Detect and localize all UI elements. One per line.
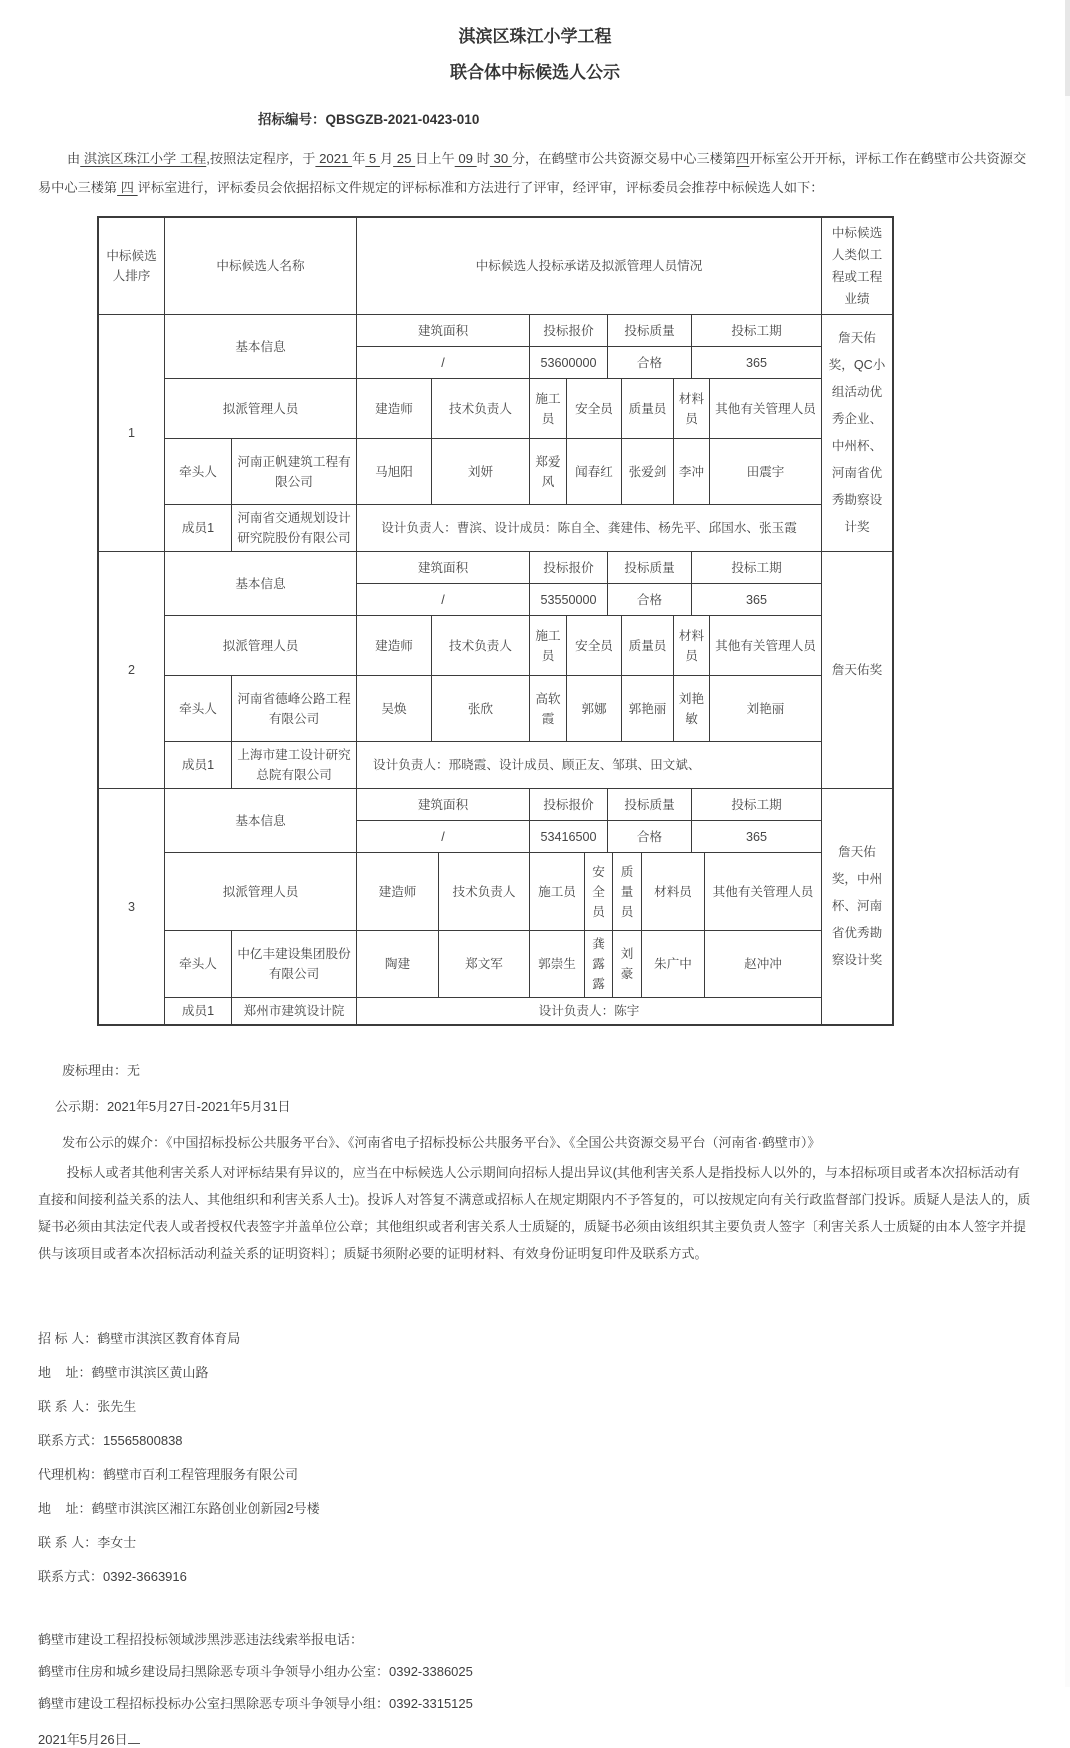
builder-label: 建造师 <box>357 853 439 931</box>
quality-officer-label: 质量员 <box>622 379 674 439</box>
member1-band <box>165 742 822 789</box>
header-performance: 中标候选人类似工程或工程业绩 <box>822 218 892 315</box>
material-name: 刘艳敏 <box>674 676 710 742</box>
bid-number-line <box>258 108 1032 128</box>
quality-officer-name: 刘豪 <box>613 931 642 998</box>
material-label: 材料员 <box>674 616 710 676</box>
safety-label: 安全员 <box>567 379 622 439</box>
basic-info-band <box>165 552 822 616</box>
member1-design-staff: 设计负责人：邢晓霞、设计成员、顾正友、邹琪、田文斌、 <box>357 742 822 789</box>
member1-band <box>165 505 822 552</box>
other-name: 田震宇 <box>710 439 822 505</box>
quality-officer-name: 张爱剑 <box>622 439 674 505</box>
builder-name: 陶建 <box>357 931 439 998</box>
candidate-body <box>165 552 822 789</box>
duration-value: 365 <box>692 347 822 379</box>
quality-officer-label: 质量员 <box>622 616 674 676</box>
other-name: 赵冲冲 <box>705 931 822 998</box>
material-label: 材料员 <box>674 379 710 439</box>
duration-value: 365 <box>692 584 822 616</box>
member1-label: 成员1 <box>165 742 232 789</box>
basic-info-band <box>165 315 822 379</box>
constructor-label: 施工员 <box>530 616 567 676</box>
lead-company: 河南正帆建筑工程有限公司 <box>232 439 357 505</box>
quality-value: 合格 <box>608 347 692 379</box>
other-name: 刘艳丽 <box>710 676 822 742</box>
other-label: 其他有关管理人员 <box>710 616 822 676</box>
tech-lead-name: 刘妍 <box>432 439 530 505</box>
lead-label: 牵头人 <box>165 439 232 505</box>
header-details: 中标候选人投标承诺及拟派管理人员情况 <box>357 218 822 315</box>
report-hotline-2: 鹤壁市建设工程招标投标办公室扫黑除恶专项斗争领导小组：0392-3315125 <box>38 1696 473 1711</box>
area-label: 建筑面积 <box>357 315 530 347</box>
tech-lead-label: 技术负责人 <box>439 853 530 931</box>
publicity-media: 发布公示的媒介：《中国招标投标公共服务平台》、《河南省电子招标投标公共服务平台》、《全国公共资源交易平台（河南省·鹤壁市）》 <box>62 1135 821 1150</box>
member1-label: 成员1 <box>165 998 232 1024</box>
member1-label: 成员1 <box>165 505 232 552</box>
quality-label: 投标质量 <box>608 789 692 821</box>
table-header-row <box>99 218 892 315</box>
performance-cell: 詹天佑奖，中州杯、河南省优秀勘察设计奖 <box>831 845 883 967</box>
rank-cell: 3 <box>99 789 165 1024</box>
basic-info-label: 基本信息 <box>165 789 357 853</box>
lead-label: 牵头人 <box>165 676 232 742</box>
builder-label: 建造师 <box>357 379 432 439</box>
lead-label: 牵头人 <box>165 931 232 998</box>
rank-cell: 1 <box>99 315 165 552</box>
quality-value: 合格 <box>608 584 692 616</box>
area-value: / <box>357 821 530 853</box>
other-label: 其他有关管理人员 <box>710 379 822 439</box>
page-title-line2: 联合体中标候选人公示 <box>450 63 620 82</box>
member1-company: 上海市建工设计研究总院有限公司 <box>232 742 357 789</box>
managers-label: 拟派管理人员 <box>165 853 357 931</box>
report-hotline-block <box>38 1630 1032 1713</box>
managers-label: 拟派管理人员 <box>165 379 357 439</box>
safety-name: 郭娜 <box>567 676 622 742</box>
safety-label: 安全员 <box>585 853 613 931</box>
invalid-bid-reason: 废标理由：无 <box>62 1063 141 1078</box>
safety-label: 安全员 <box>567 616 622 676</box>
area-value: / <box>357 584 530 616</box>
candidate-section-2 <box>99 552 892 789</box>
managers-label: 拟派管理人员 <box>165 616 357 676</box>
quality-label: 投标质量 <box>608 315 692 347</box>
candidates-table <box>97 216 894 1026</box>
tenderer-name: 招 标 人：鹤壁市淇滨区教育体育局 <box>38 1331 241 1346</box>
candidate-section-3 <box>99 789 892 1024</box>
lead-band <box>165 439 822 505</box>
duration-label: 投标工期 <box>692 552 822 584</box>
constructor-name: 郑爱风 <box>530 439 567 505</box>
constructor-name: 郭崇生 <box>530 931 585 998</box>
tenderer-address: 地 址：鹤壁市淇滨区黄山路 <box>38 1365 209 1380</box>
basic-info-band <box>165 789 822 853</box>
report-hotline-1: 鹤壁市住房和城乡建设局扫黑除恶专项斗争领导小组办公室：0392-3386025 <box>38 1664 473 1679</box>
constructor-label: 施工员 <box>530 379 567 439</box>
price-value: 53600000 <box>530 347 608 379</box>
safety-name: 龚露露 <box>585 931 613 998</box>
material-name: 李冲 <box>674 439 710 505</box>
member1-design-staff: 设计负责人：陈宇 <box>357 998 822 1024</box>
basic-info-label: 基本信息 <box>165 552 357 616</box>
announcement-date: 2021年5月26日 <box>38 1729 1032 1748</box>
duration-label: 投标工期 <box>692 315 822 347</box>
publicity-period: 公示期：2021年5月27日-2021年5月31日 <box>55 1099 291 1114</box>
agency-address: 地 址：鹤壁市淇滨区湘江东路创业创新园2号楼 <box>38 1501 320 1516</box>
constructor-label: 施工员 <box>530 853 585 931</box>
intro-paragraph: 由 淇滨区珠江小学 工程,按照法定程序，于 2021 年 5 月 25 日上午 09 时 30 分，在鹤壁市公共资源交易中心三楼第四开标室公开开标，评标工作在鹤壁市公共资源交易中心三楼第 四 评标室进行，评标委员会依据招标文件规定的评标标准和方法进行了评审，经评审，评标委员会推荐中标候选人如下： <box>38 151 1027 195</box>
area-value: / <box>357 347 530 379</box>
lead-company: 河南省德峰公路工程有限公司 <box>232 676 357 742</box>
safety-name: 闻春红 <box>567 439 622 505</box>
scrollbar-thumb[interactable] <box>1065 0 1070 96</box>
material-name: 朱广中 <box>642 931 705 998</box>
tenderer-contact-person: 联 系 人：张先生 <box>38 1399 137 1414</box>
scrollbar-track[interactable] <box>1065 0 1070 1687</box>
duration-value: 365 <box>692 821 822 853</box>
page-title-line1: 淇滨区珠江小学工程 <box>458 27 612 46</box>
member1-company: 郑州市建筑设计院 <box>232 998 357 1024</box>
area-label: 建筑面积 <box>357 789 530 821</box>
managers-header-band <box>165 853 822 931</box>
agency-phone: 联系方式：0392-3663916 <box>38 1569 187 1584</box>
tech-lead-name: 郑文军 <box>439 931 530 998</box>
basic-info-label: 基本信息 <box>165 315 357 379</box>
managers-header-band <box>165 616 822 676</box>
builder-name: 吴焕 <box>357 676 432 742</box>
quality-officer-name: 郭艳丽 <box>622 676 674 742</box>
price-label: 投标报价 <box>530 315 608 347</box>
quality-label: 投标质量 <box>608 552 692 584</box>
price-label: 投标报价 <box>530 789 608 821</box>
tenderer-phone: 联系方式：15565800838 <box>38 1433 183 1448</box>
member1-design-staff: 设计负责人：曹滨、设计成员：陈自全、龚建伟、杨先平、邱国水、张玉霞 <box>357 505 822 552</box>
lead-band <box>165 931 822 998</box>
constructor-name: 高软霞 <box>530 676 567 742</box>
candidate-section-1 <box>99 315 892 552</box>
builder-name: 马旭阳 <box>357 439 432 505</box>
managers-header-band <box>165 379 822 439</box>
quality-officer-label: 质量员 <box>613 853 642 931</box>
header-rank: 中标候选人排序 <box>99 218 165 315</box>
tech-lead-label: 技术负责人 <box>432 379 530 439</box>
objection-paragraph: 投标人或者其他利害关系人对评标结果有异议的，应当在中标候选人公示期间向招标人提出异议(其他利害关系人是指投标人以外的，与本招标项目或者本次招标活动有直接和间接利益关系的法人、其他组织和利害关系人士)。投诉人对答复不满意或招标人在规定期限内不予答复的，可以按规定向有关行政监督部门投诉。质疑人是法人的，质疑书必须由其法定代表人或者授权代表签字并盖单位公章；其他组织或者利害关系人士质疑的，质疑书必须由该组织其主要负责人签字〔利害关系人士质疑的由本人签字并提供与该项目或者本次招标活动利益关系的证明资料〕；质疑书须附必要的证明材料、有效身份证明复印件及联系方式。 <box>38 1165 1031 1261</box>
performance-cell: 詹天佑奖，QC小组活动优秀企业、中州杯、河南省优秀勘察设计奖 <box>822 315 892 552</box>
report-hotline-title: 鹤壁市建设工程招投标领域涉黑涉恶违法线索举报电话： <box>38 1632 364 1647</box>
tech-lead-name: 张欣 <box>432 676 530 742</box>
contact-block <box>38 1329 1032 1586</box>
bid-number-value: QBSGZB-2021-0423-010 <box>325 112 480 127</box>
candidate-body <box>165 315 822 552</box>
performance-cell: 詹天佑奖 <box>822 552 892 789</box>
price-label: 投标报价 <box>530 552 608 584</box>
agency-name: 代理机构：鹤壁市百利工程管理服务有限公司 <box>38 1467 299 1482</box>
header-name: 中标候选人名称 <box>165 218 357 315</box>
tech-lead-label: 技术负责人 <box>432 616 530 676</box>
lead-band <box>165 676 822 742</box>
duration-label: 投标工期 <box>692 789 822 821</box>
agency-contact-person: 联 系 人：李女士 <box>38 1535 137 1550</box>
other-label: 其他有关管理人员 <box>705 853 822 931</box>
member1-band <box>165 998 822 1024</box>
member1-company: 河南省交通规划设计研究院股份有限公司 <box>232 505 357 552</box>
quality-value: 合格 <box>608 821 692 853</box>
rank-cell: 2 <box>99 552 165 789</box>
price-value: 53550000 <box>530 584 608 616</box>
price-value: 53416500 <box>530 821 608 853</box>
builder-label: 建造师 <box>357 616 432 676</box>
bid-number-label: 招标编号： <box>258 112 326 127</box>
candidate-body <box>165 789 822 1024</box>
area-label: 建筑面积 <box>357 552 530 584</box>
lead-company: 中亿丰建设集团股份有限公司 <box>232 931 357 998</box>
material-label: 材料员 <box>642 853 705 931</box>
